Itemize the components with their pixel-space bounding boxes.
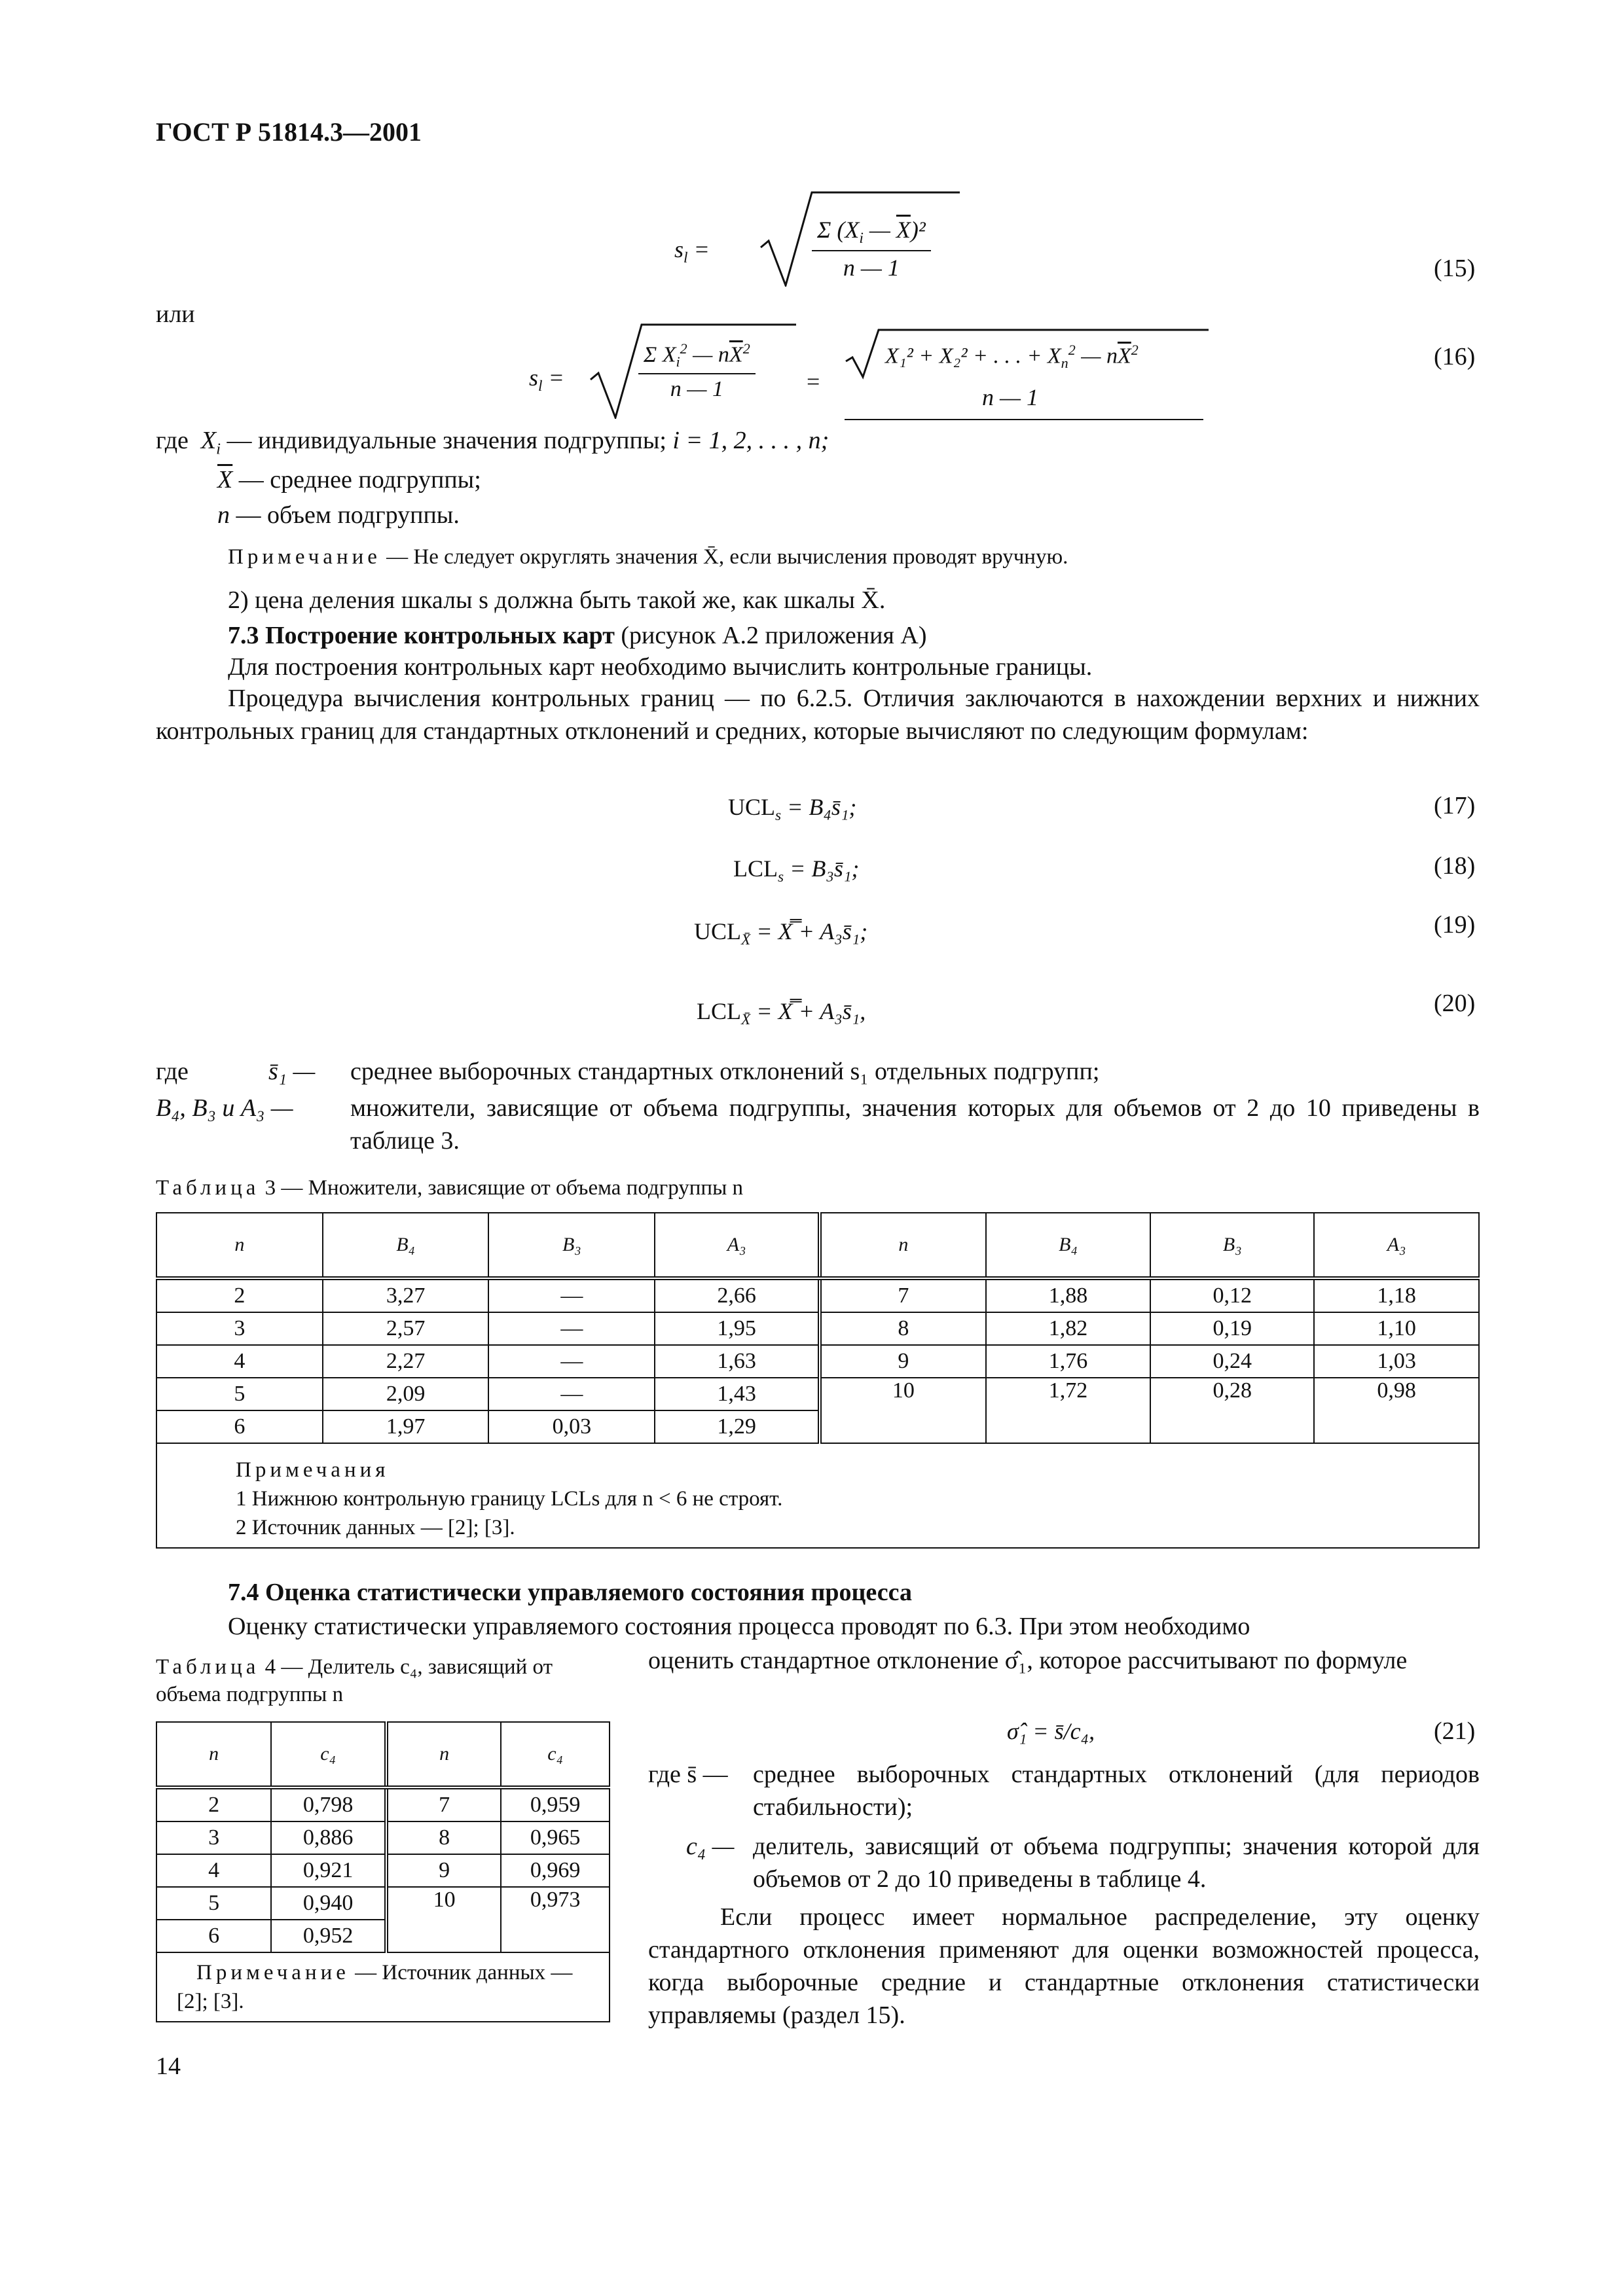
section-7-4-c4-sym: c₄ —: [686, 1833, 735, 1860]
section-7-4-where-text: среднее выборочных стандартных отклонений (для периодов стабильности);: [753, 1761, 1480, 1821]
table-4-header-row: [156, 1722, 610, 1787]
table-cell: 8: [820, 1312, 986, 1345]
table-cell: 0,959: [501, 1787, 610, 1821]
table-3-header: B₄: [323, 1213, 489, 1278]
table-cell: 2,09: [323, 1378, 489, 1410]
table-cell: 9: [820, 1345, 986, 1378]
table-row: [156, 1854, 610, 1887]
formula-21-number: (21): [1434, 1717, 1476, 1745]
section-7-3-p2: Процедура вычисления контрольных границ — по 6.2.5. Отличия заключаются в нахождении верхних и нижних контрольных границ для стандартных отклонений и средних, которые вычисляют по следующим формулам:: [156, 685, 1480, 745]
table-cell: 0,921: [271, 1854, 386, 1887]
table-cell: 1,63: [655, 1345, 820, 1378]
table-3-header: B₃: [488, 1213, 655, 1278]
where-2-sym-2: B₄, B₃ и A₃ —: [156, 1094, 293, 1122]
table-cell: 0,12: [1150, 1278, 1314, 1312]
section-7-4-heading: 7.4 Оценка статистически управляемого состояния процесса: [228, 1579, 912, 1606]
table-row: [156, 1787, 610, 1821]
table-4-header: c₄: [271, 1722, 386, 1787]
equals-sign-16: =: [807, 368, 820, 395]
table-cell: 1,29: [655, 1410, 820, 1443]
section-7-4-p1: Оценку статистически управляемого состояния процесса проводят по 6.3. При этом необходимо: [228, 1613, 1250, 1640]
formula-16-numerator-b: X₁² + X₂² + . . . + $X_n^2$ — $n\overline{X}^2$: [885, 342, 1139, 372]
table-cell: 8: [386, 1821, 501, 1854]
table-3-notes-row: [156, 1443, 1479, 1548]
table-cell: 5: [156, 1378, 323, 1410]
table-cell: 1,18: [1314, 1278, 1479, 1312]
page-number: 14: [156, 2053, 181, 2080]
table-cell: 1,82: [986, 1312, 1151, 1345]
table-row: [156, 1887, 610, 1920]
table-3-header-row: [156, 1213, 1479, 1278]
or-label: или: [156, 300, 195, 328]
formula-18-number: (18): [1434, 852, 1476, 880]
formula-16-fraction-a: $\frac{\Sigma X_i^2 — n\overline{X}^2}{n — 1}$: [638, 340, 756, 402]
section-7-3-heading: 7.3 Построение контрольных карт (рисунок А.2 приложения А): [228, 622, 927, 649]
table-4-note: Примечание — Источник данных — [2]; [3].: [156, 1952, 610, 2022]
table-cell: 6: [156, 1920, 271, 1952]
table-cell: 0,19: [1150, 1312, 1314, 1345]
formula-18: $LCL_s$ = B₃s̄₁;: [733, 855, 860, 886]
table-cell: —: [488, 1378, 655, 1410]
formula-21: σ̂₁ = s̄/c₄,: [1007, 1718, 1095, 1744]
where-line-2: $\overline{X}$ — среднее подгруппы;: [217, 466, 481, 493]
table-4-header: c₄: [501, 1722, 610, 1787]
table-cell: —: [488, 1312, 655, 1345]
table-cell: 1,97: [323, 1410, 489, 1443]
table-cell: 2: [156, 1787, 271, 1821]
table-cell: 1,72: [986, 1378, 1151, 1443]
where-line-1: где $X_i$ — индивидуальные значения подгруппы; i = 1, 2, . . . , n;: [156, 427, 830, 458]
table-row: [156, 1278, 1479, 1312]
table-cell: 4: [156, 1345, 323, 1378]
table-4-header: n: [386, 1722, 501, 1787]
table-cell: 0,940: [271, 1887, 386, 1920]
section-7-4-c4-text: делитель, зависящий от объема подгруппы; значения которой для объемов от 2 до 10 приведены в таблице 4.: [753, 1833, 1480, 1893]
table-3-note-1: 1 Нижнюю контрольную границу LCLs для n < 6 не строят.: [236, 1487, 783, 1511]
where-2-sym-1: s̄₁ —: [268, 1058, 316, 1085]
table-cell: 0,03: [488, 1410, 655, 1443]
table-cell: 6: [156, 1410, 323, 1443]
table-cell: —: [488, 1345, 655, 1378]
table-cell: 0,886: [271, 1821, 386, 1854]
formula-16-denominator-b: n — 1: [982, 384, 1039, 410]
table-cell: 1,88: [986, 1278, 1151, 1312]
table-3-notes: [156, 1443, 1479, 1548]
table-4: [156, 1721, 610, 2022]
formula-15-lhs: $s_l$ =: [674, 236, 710, 267]
table-cell: 1,43: [655, 1378, 820, 1410]
table-row: [156, 1312, 1479, 1345]
table-cell: 5: [156, 1887, 271, 1920]
document-id: ГОСТ Р 51814.3—2001: [156, 117, 422, 147]
table-4-note-row: [156, 1952, 610, 2022]
table-cell: 2,27: [323, 1345, 489, 1378]
table-cell: 0,24: [1150, 1345, 1314, 1378]
table-4-header: n: [156, 1722, 271, 1787]
formula-15-number: (15): [1434, 255, 1476, 282]
section-7-4-p2: Если процесс имеет нормальное распределение, эту оценку стандартного отклонения применяют для оценки возможностей процесса, когда выборочные средние и стандартные отклонения статистически управляемы (раздел 15).: [648, 1903, 1480, 2029]
formula-17-number: (17): [1434, 792, 1476, 819]
table-cell: 10: [820, 1378, 986, 1443]
note-1: Примечание — Не следует округлять значения X̄, если вычисления проводят вручную.: [228, 545, 1068, 569]
table-cell: 0,952: [271, 1920, 386, 1952]
formula-16-lhs: $s_l$ =: [529, 365, 564, 395]
table-cell: 0,28: [1150, 1378, 1314, 1443]
table-3-header: n: [820, 1213, 986, 1278]
table-row: [156, 1345, 1479, 1378]
table-cell: 1,10: [1314, 1312, 1479, 1345]
table-3: [156, 1212, 1480, 1549]
table-cell: —: [488, 1278, 655, 1312]
table-3-header: A₃: [655, 1213, 820, 1278]
table-cell: 2,57: [323, 1312, 489, 1345]
section-7-4-p1-continued: оценить стандартное отклонение σ̂₁, которое рассчитывают по формуле: [648, 1647, 1408, 1674]
where-2-text-1: среднее выборочных стандартных отклонений s₁ отдельных подгрупп;: [350, 1058, 1100, 1085]
table-3-caption: Таблица 3 — Множители, зависящие от объема подгруппы n: [156, 1176, 744, 1200]
formula-20: $LCL_{X̄}$ = X̿ + A₃s̄₁,: [697, 998, 866, 1029]
table-cell: 0,98: [1314, 1378, 1479, 1443]
fraction-bar-16b: [845, 419, 1203, 420]
table-cell: 2,66: [655, 1278, 820, 1312]
table-cell: 7: [386, 1787, 501, 1821]
table-cell: 0,973: [501, 1887, 610, 1952]
table-3-header: B₃: [1150, 1213, 1314, 1278]
table-cell: 0,969: [501, 1854, 610, 1887]
table-cell: 2: [156, 1278, 323, 1312]
where-2-text-2: множители, зависящие от объема подгруппы, значения которых для объемов от 2 до 10 приведены в таблице 3.: [350, 1094, 1480, 1155]
table-3-header: n: [156, 1213, 323, 1278]
table-cell: 0,798: [271, 1787, 386, 1821]
formula-19-number: (19): [1434, 911, 1476, 939]
table-row: [156, 1821, 610, 1854]
formula-15-fraction: $\frac{\Sigma (X_i — \overline{X})^2}{n — 1}$: [812, 216, 931, 281]
table-cell: 9: [386, 1854, 501, 1887]
table-3-header: B₄: [986, 1213, 1151, 1278]
table-cell: 1,03: [1314, 1345, 1479, 1378]
table-cell: 0,965: [501, 1821, 610, 1854]
formula-16-number: (16): [1434, 343, 1476, 370]
table-4-caption: Таблица 4 — Делитель c₄, зависящий от объема подгруппы n: [156, 1655, 553, 1706]
table-cell: 1,95: [655, 1312, 820, 1345]
formula-19: $UCL_{X̄}$ = X̿ + A₃s̄₁;: [694, 918, 868, 949]
item-2: 2) цена деления шкалы s должна быть такой же, как шкалы X̄.: [228, 586, 886, 614]
table-3-header: A₃: [1314, 1213, 1479, 1278]
where-2-label: где: [156, 1058, 189, 1085]
table-cell: 3: [156, 1312, 323, 1345]
table-cell: 10: [386, 1887, 501, 1952]
where-line-3: n — объем подгруппы.: [217, 501, 460, 529]
table-cell: 7: [820, 1278, 986, 1312]
section-7-4-where-sym: где s̄ —: [648, 1761, 728, 1788]
table-cell: 3,27: [323, 1278, 489, 1312]
table-3-note-2: 2 Источник данных — [2]; [3].: [236, 1516, 515, 1539]
formula-17: $UCL_s$ = B₄s̄₁;: [728, 794, 857, 825]
table-cell: 4: [156, 1854, 271, 1887]
section-7-3-p1: Для построения контрольных карт необходимо вычислить контрольные границы.: [228, 653, 1093, 681]
table-cell: 1,76: [986, 1345, 1151, 1378]
table-cell: 3: [156, 1821, 271, 1854]
formula-20-number: (20): [1434, 990, 1476, 1017]
table-3-notes-label: Примечания: [236, 1458, 390, 1482]
table-row: [156, 1378, 1479, 1410]
